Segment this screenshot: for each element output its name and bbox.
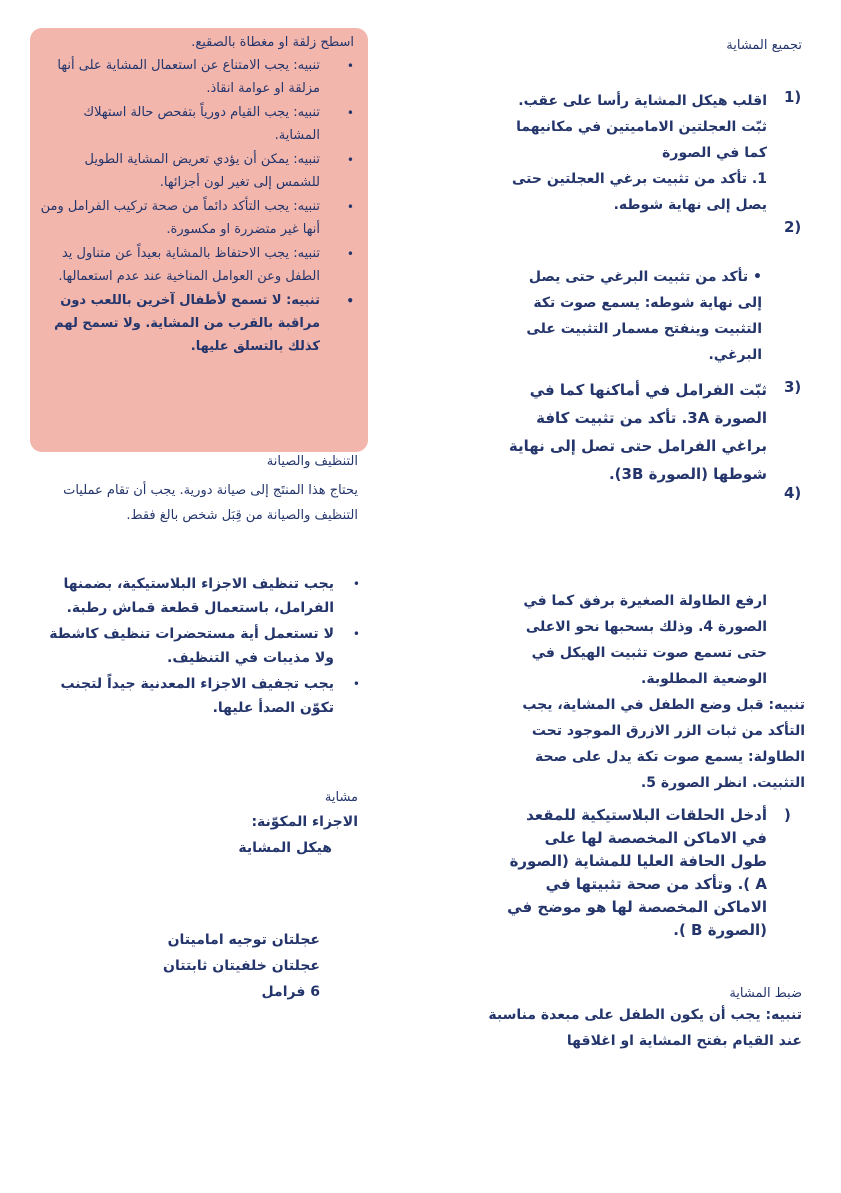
warning-item: • تنبيه: يجب الامتناع عن استعمال المشاية على أنها مزلقة او عوامة انقاذ. <box>38 54 328 100</box>
warning-item: • تنبيه: يجب القيام دورياً بتفحص حالة استهلاك المشاية. <box>38 101 328 147</box>
warning-item: • تنبيه: يجب الاحتفاظ بالمشاية بعيداً عن متناول يد الطفل وعن العوامل المناخية عند عدم استعمالها. <box>38 242 328 288</box>
warning-list <box>38 54 354 358</box>
step-1-number: 1) <box>784 88 802 106</box>
bullet-icon: • <box>352 677 360 691</box>
bullet-icon: • <box>352 577 360 591</box>
step-3-number: 3) <box>784 378 802 396</box>
warning-lead: اسطح زلقة او مغطاة بالصقيع. <box>191 35 354 50</box>
bullet-icon: • <box>346 106 354 120</box>
step-2-text: • تأكد من تثبيت البرغي حتى يصل إلى نهاية شوطه: يسمع صوت تكة التثبيت وينفتح مسمار التثبيت على البرغي. <box>526 269 762 363</box>
cleaning-title: التنظيف والصيانة <box>266 454 358 469</box>
step-4-warning: تنبيه: قبل وضع الطفل في المشاية، يجب التأكد من ثبات الزر الازرق الموجود تحت الطاولة: يسمع صوت تكة يدل على صحة التثبيت. انظر الصورة 5. <box>522 697 805 791</box>
bullet-icon: • <box>346 153 354 167</box>
step-4-number: 4) <box>784 484 802 502</box>
parts-brakes: 6 فرامل <box>261 984 320 1000</box>
parts-frame: هيكل المشاية <box>238 840 332 856</box>
cleaning-item: • لا تستعمل أية مستحضرات تنظيف كاشطة ولا مذيبات في التنظيف. <box>40 622 334 670</box>
parts-title: الاجزاء المكوّنة: <box>251 814 358 830</box>
cleaning-list <box>40 572 360 722</box>
assembly-title: تجميع المشاية <box>726 38 802 53</box>
adjust-title: ضبط المشاية <box>729 986 802 1001</box>
product-label: مشاية <box>324 790 358 805</box>
warning-box <box>30 28 368 452</box>
cleaning-intro: يحتاج هذا المنتَج إلى صيانة دورية. يجب أن تقام عمليات التنظيف والصيانة من قِبَل شخص بالغ فقط. <box>63 483 358 523</box>
parts-front-wheels: عجلتان توجيه اماميتان <box>167 932 320 948</box>
bullet-icon: • <box>346 247 354 261</box>
step-4-text: ارفع الطاولة الصغيرة برفق كما في الصورة 4. وذلك بسحبها نحو الاعلى حتى تسمع صوت تثبيت الهيكل في الوضعية المطلوبة. <box>523 593 767 687</box>
warning-item: • تنبيه: يجب التأكد دائماً من صحة تركيب الفرامل ومن أنها غير متضررة او مكسورة. <box>38 195 328 241</box>
cleaning-item: • يجب تنظيف الاجزاء البلاستيكية، بضمنها الفرامل، باستعمال قطعة قماش رطبة. <box>40 572 334 620</box>
bullet-icon: • <box>352 627 360 641</box>
parts-rear-wheels: عجلتان خلفيتان ثابتتان <box>163 958 320 974</box>
warning-item: • تنبيه: يمكن أن يؤدي تعريض المشاية الطويل للشمس إلى تغير لون أجزائها. <box>38 148 328 194</box>
warning-item-bold: • تنبيه: لا تسمح لأطفال آخرين باللعب دون مراقبة بالقرب من المشاية. ولا تسمح لهم كذلك بالتسلق عليها. <box>38 289 328 358</box>
step-5-text: أدخل الحلقات البلاستيكية للمقعد في الاماكن المخصصة لها على طول الحافة العليا للمشاية (الصورة A ). وتأكد من صحة تثبيتها في الاماكن المخصصة لها هو موضح في (الصورة B ). <box>507 806 767 939</box>
step-1-text: اقلب هيكل المشاية رأسا على عقب. ثبّت العجلتين الاماميتين في مكانيهما كما في الصورة <box>516 93 767 161</box>
step-2-number: 2) <box>784 218 802 236</box>
step-5-number: ) <box>784 806 791 824</box>
bullet-icon: • <box>346 200 354 214</box>
cleaning-item: • يجب تجفيف الاجزاء المعدنية جيداً لتجنب تكوّن الصدأ عليها. <box>40 672 334 720</box>
step-1b-text: 1. تأكد من تثبيت برغي العجلتين حتى يصل إلى نهاية شوطه. <box>512 171 767 213</box>
bullet-icon: • <box>346 294 354 308</box>
step-3-text: ثبّت الفرامل في أماكنها كما في الصورة 3A. تأكد من تثبيت كافة براغي الفرامل حتى تصل إلى نهاية شوطها (الصورة 3B). <box>508 381 767 483</box>
adjust-warning: تنبيه: يجب أن يكون الطفل على مبعدة مناسبة عند القيام بفتح المشاية او اغلاقها <box>488 1007 802 1049</box>
bullet-icon: • <box>346 59 354 73</box>
